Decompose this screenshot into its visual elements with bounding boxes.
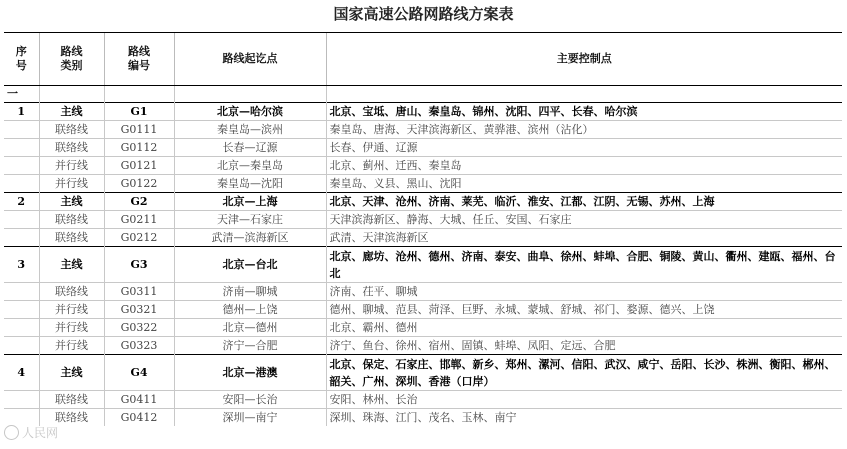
header-category: 路线 类别	[39, 33, 104, 86]
route-category: 联络线	[39, 121, 104, 139]
route-category: 联络线	[39, 229, 104, 247]
route-code: G0412	[104, 409, 174, 427]
route-seq	[4, 175, 39, 193]
route-category: 并行线	[39, 319, 104, 337]
route-endpoints: 安阳—长治	[174, 391, 326, 409]
route-seq	[4, 283, 39, 301]
route-endpoints: 济宁—合肥	[174, 337, 326, 355]
route-code: G4	[104, 355, 174, 391]
route-endpoints: 北京—港澳	[174, 355, 326, 391]
route-endpoints: 北京—哈尔滨	[174, 103, 326, 121]
route-seq: 4	[4, 355, 39, 391]
watermark-logo-icon	[4, 425, 19, 440]
route-control-points: 济南、茌平、聊城	[326, 283, 842, 301]
route-code: G0112	[104, 139, 174, 157]
route-seq	[4, 121, 39, 139]
route-category: 并行线	[39, 175, 104, 193]
route-endpoints: 北京—上海	[174, 193, 326, 211]
route-category: 联络线	[39, 211, 104, 229]
table-row	[4, 121, 842, 139]
route-code: G0122	[104, 175, 174, 193]
table-row	[4, 157, 842, 175]
route-seq	[4, 319, 39, 337]
route-endpoints: 武清—滨海新区	[174, 229, 326, 247]
route-endpoints: 天津—石家庄	[174, 211, 326, 229]
route-endpoints: 济南—聊城	[174, 283, 326, 301]
route-control-points: 德州、聊城、范县、菏泽、巨野、永城、蒙城、舒城、祁门、婺源、德兴、上饶	[326, 301, 842, 319]
table-row	[4, 391, 842, 409]
route-category: 联络线	[39, 409, 104, 427]
route-code: G0322	[104, 319, 174, 337]
route-control-points: 深圳、珠海、江门、茂名、玉林、南宁	[326, 409, 842, 427]
route-endpoints: 深圳—南宁	[174, 409, 326, 427]
route-table	[4, 32, 842, 426]
route-endpoints: 北京—德州	[174, 319, 326, 337]
page-title: 国家高速公路网路线方案表	[333, 5, 514, 23]
header-endpoints: 路线起讫点	[174, 33, 326, 86]
route-seq	[4, 301, 39, 319]
route-seq	[4, 139, 39, 157]
route-code: G0212	[104, 229, 174, 247]
route-code: G2	[104, 193, 174, 211]
route-code: G1	[104, 103, 174, 121]
header-code: 路线 编号	[104, 33, 174, 86]
route-seq	[4, 211, 39, 229]
route-category: 主线	[39, 355, 104, 391]
table-row	[4, 409, 842, 427]
table-row	[4, 355, 842, 391]
route-seq	[4, 337, 39, 355]
route-control-points: 武清、天津滨海新区	[326, 229, 842, 247]
route-control-points: 秦皇岛、义县、黑山、沈阳	[326, 175, 842, 193]
route-code: G0411	[104, 391, 174, 409]
table-row	[4, 139, 842, 157]
table-header-row	[4, 33, 842, 86]
route-endpoints: 长春—辽源	[174, 139, 326, 157]
route-seq	[4, 229, 39, 247]
route-category: 联络线	[39, 283, 104, 301]
route-control-points: 北京、保定、石家庄、邯郸、新乡、郑州、漯河、信阳、武汉、咸宁、岳阳、长沙、株洲、衡阳、郴州、韶关、广州、深圳、香港（口岸）	[326, 355, 842, 391]
route-endpoints: 北京—台北	[174, 247, 326, 283]
table-row	[4, 175, 842, 193]
route-endpoints: 秦皇岛—滨州	[174, 121, 326, 139]
route-control-points: 天津滨海新区、静海、大城、任丘、安国、石家庄	[326, 211, 842, 229]
route-control-points: 北京、霸州、德州	[326, 319, 842, 337]
route-code: G0121	[104, 157, 174, 175]
route-code: G0321	[104, 301, 174, 319]
route-code: G3	[104, 247, 174, 283]
route-control-points: 北京、蓟州、迁西、秦皇岛	[326, 157, 842, 175]
table-row	[4, 337, 842, 355]
route-category: 联络线	[39, 391, 104, 409]
route-code: G0211	[104, 211, 174, 229]
route-seq	[4, 157, 39, 175]
table-row	[4, 103, 842, 121]
route-seq: 3	[4, 247, 39, 283]
table-row	[4, 247, 842, 283]
table-row	[4, 283, 842, 301]
route-category: 并行线	[39, 157, 104, 175]
route-category: 并行线	[39, 337, 104, 355]
route-control-points: 济宁、鱼台、徐州、宿州、固镇、蚌埠、凤阳、定远、合肥	[326, 337, 842, 355]
route-code: G0311	[104, 283, 174, 301]
route-control-points: 长春、伊通、辽源	[326, 139, 842, 157]
header-control: 主要控制点	[326, 33, 842, 86]
route-control-points: 安阳、林州、长治	[326, 391, 842, 409]
route-seq	[4, 391, 39, 409]
header-seq: 序 号	[4, 33, 39, 86]
watermark: 人民网	[4, 424, 58, 441]
route-control-points: 北京、天津、沧州、济南、莱芜、临沂、淮安、江都、江阴、无锡、苏州、上海	[326, 193, 842, 211]
route-control-points: 北京、宝坻、唐山、秦皇岛、锦州、沈阳、四平、长春、哈尔滨	[326, 103, 842, 121]
route-code: G0111	[104, 121, 174, 139]
route-control-points: 北京、廊坊、沧州、德州、济南、泰安、曲阜、徐州、蚌埠、合肥、铜陵、黄山、衢州、建瓯、福州、台北	[326, 247, 842, 283]
route-category: 主线	[39, 103, 104, 121]
route-seq: 2	[4, 193, 39, 211]
table-row	[4, 193, 842, 211]
route-endpoints: 北京—秦皇岛	[174, 157, 326, 175]
route-category: 主线	[39, 247, 104, 283]
route-category: 联络线	[39, 139, 104, 157]
table-row	[4, 211, 842, 229]
table-row	[4, 229, 842, 247]
table-row	[4, 319, 842, 337]
section-marker: 一	[4, 86, 39, 103]
route-category: 主线	[39, 193, 104, 211]
route-category: 并行线	[39, 301, 104, 319]
table-row	[4, 301, 842, 319]
route-endpoints: 秦皇岛—沈阳	[174, 175, 326, 193]
route-seq: 1	[4, 103, 39, 121]
route-code: G0323	[104, 337, 174, 355]
route-control-points: 秦皇岛、唐海、天津滨海新区、黄骅港、滨州（沾化）	[326, 121, 842, 139]
section-row	[4, 86, 842, 103]
route-endpoints: 德州—上饶	[174, 301, 326, 319]
